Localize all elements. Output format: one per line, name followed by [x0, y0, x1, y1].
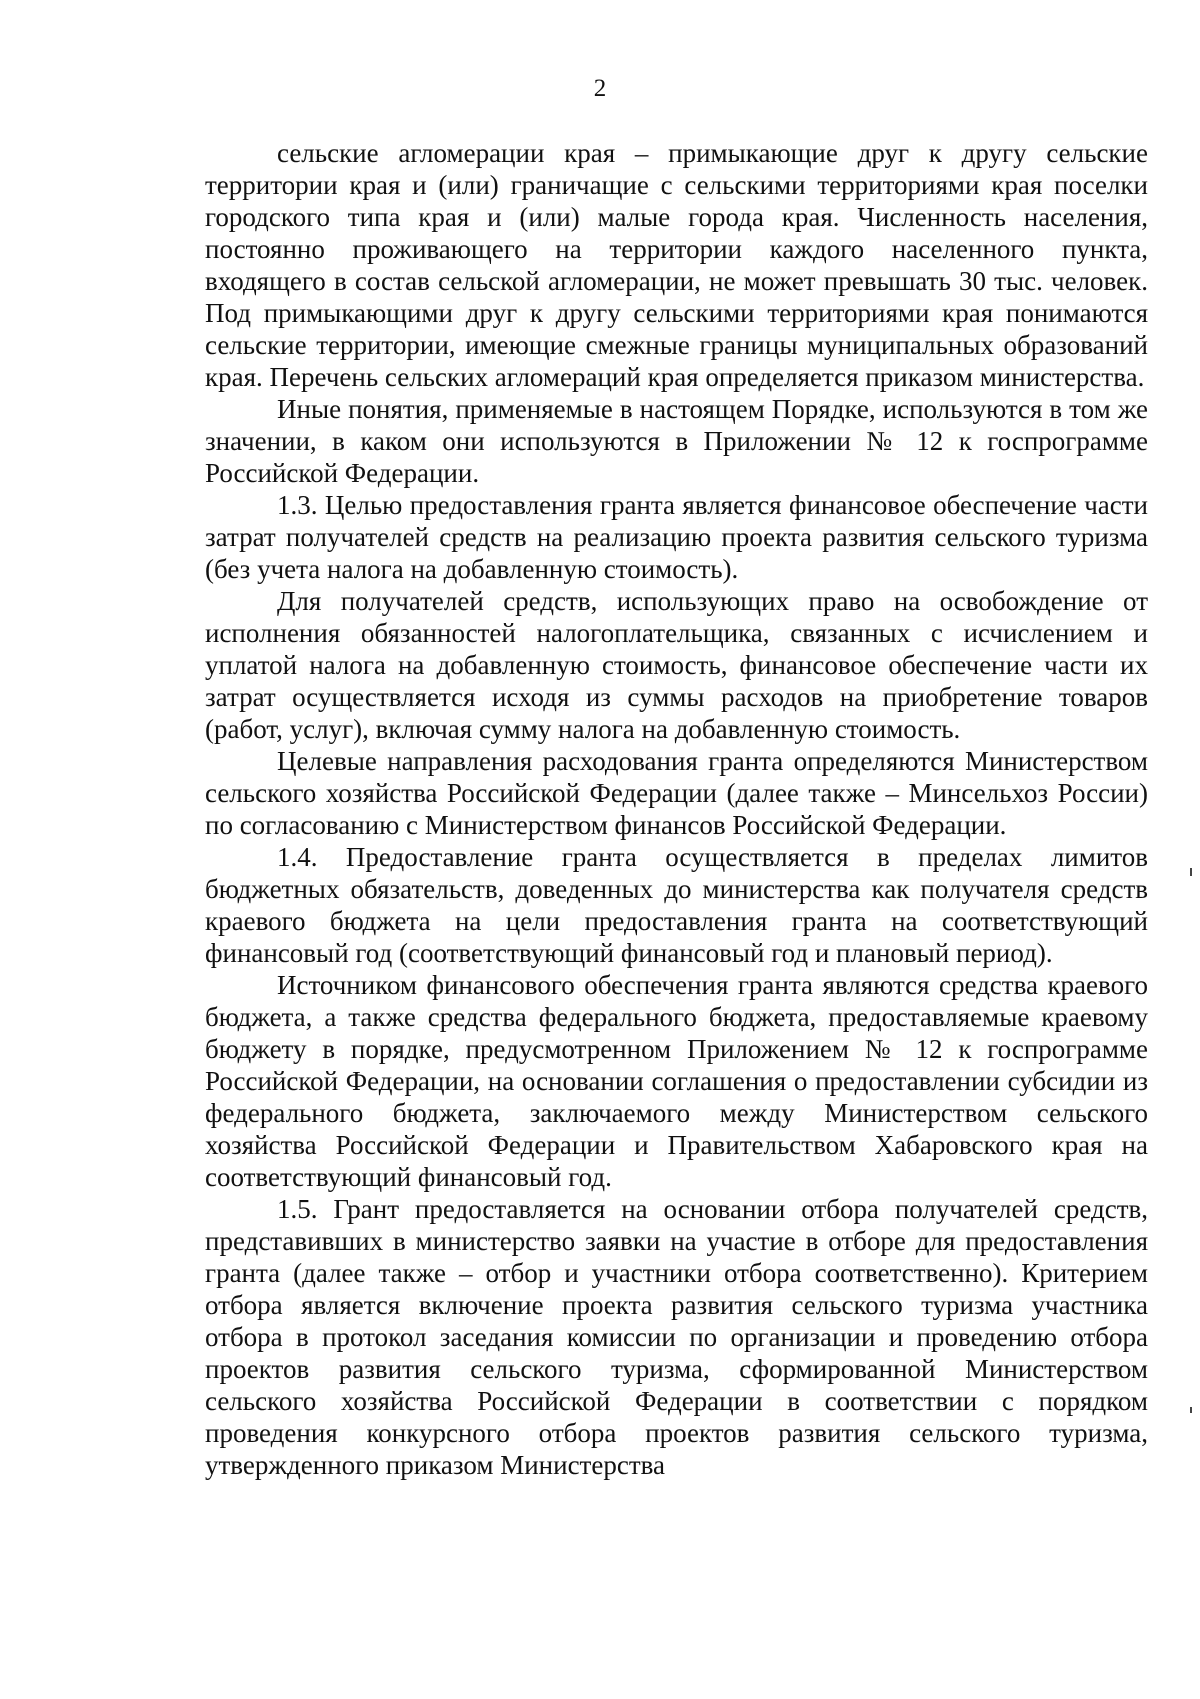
- page-number: 2: [593, 75, 607, 102]
- scan-artifact-mark: [1190, 1407, 1192, 1413]
- paragraph-vat-exemption: Для получателей средств, использующих право на освобождение от исполнения обязанностей налогоплательщика, связанных с исчислением и уплатой налога на добавленную стоимость, финансовое обеспечение части их затрат осуществляется исходя из суммы расходов на приобретение товаров (работ, услуг), включая сумму налога на добавленную стоимость.: [205, 586, 1148, 744]
- paragraph-1-5-selection: 1.5. Грант предоставляется на основании отбора получателей средств, представивших в министерство заявки на участие в отборе для предоставления гранта (далее также – отбор и участники отбора соответственно). Критерием отбора является включение проекта развития сельского туризма участника отбора в протокол заседания комиссии по организации и проведению отбора проектов развития сельского туризма, сформированной Министерством сельского хозяйства Российской Федерации в соответствии с порядком проведения конкурсного отбора проектов развития сельского туризма, утвержденного приказом Министерства: [205, 1194, 1148, 1480]
- paragraph-funding-source: Источником финансового обеспечения гранта являются средства краевого бюджета, а также средства федерального бюджета, предоставляемые краевому бюджету в порядке, предусмотренном Приложением № 12 к госпрограмме Российской Федерации, на основании соглашения о предоставлении субсидии из федерального бюджета, заключаемого между Министерством сельского хозяйства Российской Федерации и Правительством Хабаровского края на соответствующий финансовый год.: [205, 970, 1148, 1192]
- paragraph-agglomerations-definition: сельские агломерации края – примыкающие друг к другу сельские территории края и (или) граничащие с сельскими территориями края поселки городского типа края и (или) малые города края. Численность населения, постоянно проживающего на территории каждого населенного пункта, входящего в состав сельской агломерации, не может превышать 30 тыс. человек. Под примыкающими друг к другу сельскими территориями края понимаются сельские территории, имеющие смежные границы муниципальных образований края. Перечень сельских агломераций края определяется приказом министерства.: [205, 138, 1148, 392]
- paragraph-target-directions: Целевые направления расходования гранта определяются Министерством сельского хозяйства Российской Федерации (далее также – Минсельхоз России) по согласованию с Министерством финансов Российской Федерации.: [205, 746, 1148, 840]
- paragraph-1-3-grant-purpose: 1.3. Целью предоставления гранта является финансовое обеспечение части затрат получателей средств на реализацию проекта развития сельского туризма (без учета налога на добавленную стоимость).: [205, 490, 1148, 584]
- paragraph-1-4-budget-limits: 1.4. Предоставление гранта осуществляется в пределах лимитов бюджетных обязательств, доведенных до министерства как получателя средств краевого бюджета на цели предоставления гранта на соответствующий финансовый год (соответствующий финансовый год и плановый период).: [205, 842, 1148, 968]
- scan-artifact-mark: [1190, 868, 1192, 876]
- document-body: [205, 137, 1148, 1481]
- paragraph-other-terms: Иные понятия, применяемые в настоящем Порядке, используются в том же значении, в каком они используются в Приложении № 12 к госпрограмме Российской Федерации.: [205, 394, 1148, 488]
